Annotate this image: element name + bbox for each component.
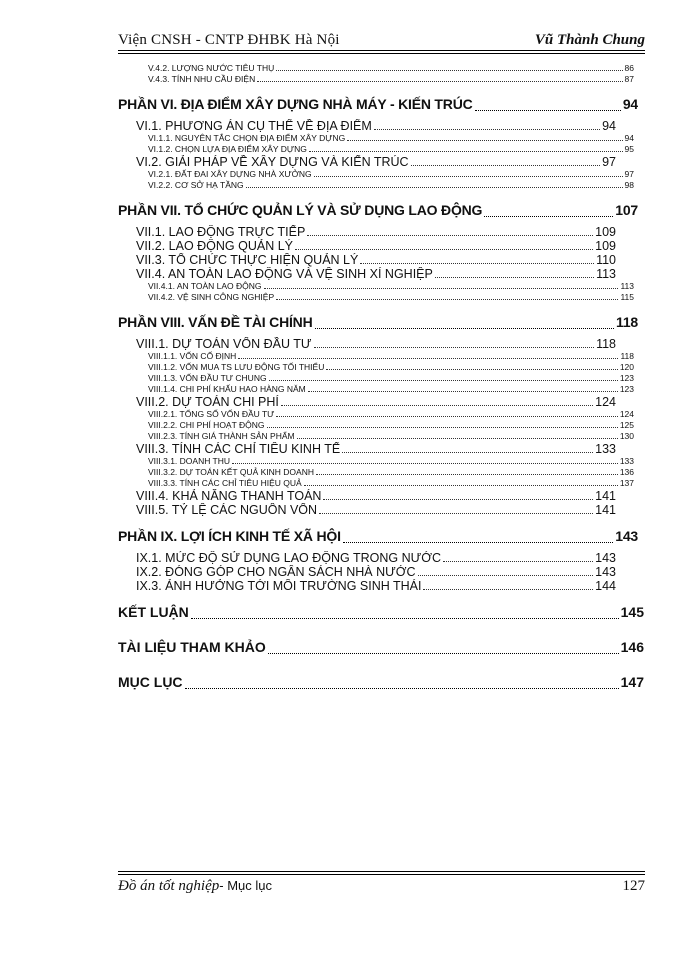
toc-entry — [118, 638, 644, 657]
toc-entry — [118, 384, 634, 395]
toc-entry — [118, 74, 634, 85]
table-of-contents — [118, 63, 644, 692]
toc-entry — [118, 225, 616, 239]
toc-leader-dots — [238, 357, 618, 359]
toc-entry-page: 97 — [602, 155, 616, 169]
toc-entry-title: VIII.3.3. TÍNH CÁC CHỈ TIÊU HIỆU QUẢ — [148, 478, 302, 488]
toc-entry-title: VIII.2.1. TỔNG SỐ VỐN ĐẦU TƯ — [148, 409, 275, 419]
toc-entry-title: VIII.2. DỰ TOÁN CHI PHÍ — [136, 395, 279, 409]
toc-entry-title: VIII.5. TỶ LỆ CÁC NGUỒN VỐN — [136, 503, 318, 517]
toc-entry — [118, 442, 616, 456]
toc-entry-page: 97 — [624, 169, 634, 179]
toc-entry-page: 130 — [619, 431, 634, 441]
toc-entry — [118, 155, 616, 169]
toc-entry-title: VI.2. GIẢI PHÁP VỀ XÂY DỰNG VÀ KIẾN TRÚC — [136, 155, 409, 169]
toc-entry — [118, 201, 638, 220]
toc-entry-page: 94 — [622, 96, 638, 112]
toc-entry-page: 95 — [624, 144, 634, 154]
toc-leader-dots — [347, 139, 622, 141]
toc-entry-page: 115 — [620, 292, 634, 302]
page-number: 127 — [622, 878, 645, 894]
toc-entry — [118, 180, 634, 191]
toc-leader-dots — [281, 404, 593, 406]
toc-entry — [118, 373, 634, 384]
toc-entry — [118, 144, 634, 155]
toc-entry — [118, 63, 634, 74]
toc-entry-page: 86 — [624, 63, 634, 73]
toc-entry — [118, 431, 634, 442]
toc-entry-page: 147 — [620, 674, 644, 690]
toc-leader-dots — [185, 687, 619, 689]
toc-leader-dots — [309, 150, 623, 152]
toc-entry — [118, 281, 634, 292]
toc-leader-dots — [443, 560, 593, 562]
toc-leader-dots — [276, 298, 618, 300]
toc-leader-dots — [418, 574, 594, 576]
page-footer — [118, 878, 645, 900]
toc-entry-page: 145 — [620, 604, 644, 620]
toc-entry-page: 136 — [619, 467, 634, 477]
toc-entry — [118, 478, 634, 489]
toc-entry — [118, 409, 634, 420]
footer-italic: Đồ án tốt nghiệp — [118, 878, 220, 894]
toc-entry-page: 109 — [595, 225, 616, 239]
toc-entry-page: 87 — [624, 74, 634, 84]
toc-entry — [118, 292, 634, 303]
toc-leader-dots — [319, 512, 593, 514]
toc-leader-dots — [276, 69, 622, 71]
toc-entry — [118, 133, 634, 144]
toc-leader-dots — [316, 473, 618, 475]
toc-leader-dots — [269, 379, 618, 381]
page-header — [118, 30, 645, 52]
toc-entry-page: 137 — [619, 478, 634, 488]
toc-entry-page: 124 — [619, 409, 634, 419]
toc-entry-page: 123 — [619, 373, 634, 383]
toc-entry-title: KẾT LUẬN — [118, 604, 189, 620]
toc-leader-dots — [314, 346, 595, 348]
toc-leader-dots — [314, 175, 623, 177]
toc-entry — [118, 603, 644, 622]
toc-leader-dots — [323, 498, 593, 500]
toc-entry-title: VI.1.1. NGUYÊN TẮC CHỌN ĐỊA ĐIỂM XÂY DỰNG — [148, 133, 346, 143]
toc-leader-dots — [343, 541, 613, 543]
toc-entry — [118, 119, 616, 133]
toc-leader-dots — [264, 287, 619, 289]
toc-entry-title: VII.4.2. VỆ SINH CÔNG NGHIỆP — [148, 292, 275, 302]
toc-entry-title: VII.4. AN TOÀN LAO ĐỘNG VÀ VỆ SINH XÍ NGHIỆP — [136, 267, 433, 281]
header-rule — [118, 50, 645, 54]
toc-leader-dots — [435, 276, 594, 278]
toc-entry-title: VI.2.1. ĐẤT ĐAI XÂY DỰNG NHÀ XƯỞNG — [148, 169, 312, 179]
footer-text: - Mục lục — [219, 878, 272, 893]
toc-entry — [118, 579, 616, 593]
toc-entry-page: 107 — [615, 202, 638, 218]
toc-leader-dots — [268, 652, 619, 654]
toc-entry-page: 94 — [602, 119, 616, 133]
toc-entry-page: 144 — [595, 579, 616, 593]
toc-leader-dots — [304, 484, 618, 486]
toc-entry-title: VII.2. LAO ĐỘNG QUẢN LÝ — [136, 239, 293, 253]
toc-entry — [118, 420, 634, 431]
toc-entry-title: VIII.1.3. VỐN ĐẦU TƯ CHUNG — [148, 373, 267, 383]
toc-leader-dots — [342, 451, 593, 453]
toc-entry-title: VIII.1. DỰ TOÁN VỐN ĐẦU TƯ — [136, 337, 312, 351]
header-author: Vũ Thành Chung — [534, 32, 645, 48]
toc-entry-page: 118 — [620, 351, 634, 361]
toc-entry — [118, 527, 638, 546]
toc-entry-title: VIII.2.3. TÍNH GIÁ THÀNH SẢN PHẨM — [148, 431, 295, 441]
toc-entry-title: VII.4.1. AN TOÀN LAO ĐỘNG — [148, 281, 262, 291]
toc-leader-dots — [295, 248, 593, 250]
toc-leader-dots — [411, 164, 601, 166]
toc-entry-page: 124 — [595, 395, 616, 409]
footer-label — [118, 878, 272, 895]
toc-entry — [118, 551, 616, 565]
toc-entry-title: VII.1. LAO ĐỘNG TRỰC TIẾP — [136, 225, 306, 239]
toc-leader-dots — [297, 437, 618, 439]
toc-entry-title: VIII.2.2. CHI PHÍ HOẠT ĐỘNG — [148, 420, 265, 430]
toc-leader-dots — [360, 262, 594, 264]
toc-entry-title: VIII.1.4. CHI PHÍ KHẤU HAO HÀNG NĂM — [148, 384, 306, 394]
toc-leader-dots — [423, 588, 593, 590]
toc-entry-title: VIII.4. KHẢ NĂNG THANH TOÁN — [136, 489, 322, 503]
toc-entry — [118, 673, 644, 692]
toc-entry-title: V.4.2. LƯỢNG NƯỚC TIÊU THỤ — [148, 63, 275, 73]
toc-entry-page: 133 — [595, 442, 616, 456]
toc-entry-title: V.4.3. TÍNH NHU CẦU ĐIỆN — [148, 74, 256, 84]
toc-entry-title: IX.3. ẢNH HƯỞNG TỚI MÔI TRƯỜNG SINH THÁI — [136, 579, 422, 593]
header-institute: Viện CNSH - CNTP ĐHBK Hà Nội — [118, 32, 340, 48]
footer-rule — [118, 871, 645, 875]
toc-leader-dots — [276, 415, 617, 417]
toc-entry-page: 143 — [615, 528, 638, 544]
toc-entry-page: 141 — [595, 489, 616, 503]
toc-entry-page: 110 — [596, 253, 616, 267]
toc-entry — [118, 351, 634, 362]
toc-entry-title: VI.1. PHƯƠNG ÁN CỤ THỂ VỀ ĐỊA ĐIỂM — [136, 119, 372, 133]
toc-entry-title: VIII.3.2. DỰ TOÁN KẾT QUẢ KINH DOANH — [148, 467, 314, 477]
toc-leader-dots — [326, 368, 617, 370]
toc-entry-title: PHẦN VI. ĐỊA ĐIỂM XÂY DỰNG NHÀ MÁY - KIẾN TRÚC — [118, 96, 473, 112]
toc-entry-title: VIII.3.1. DOANH THU — [148, 456, 231, 466]
toc-entry-page: 118 — [616, 314, 638, 330]
toc-leader-dots — [257, 80, 622, 82]
toc-entry-title: IX.2. ĐÓNG GÓP CHO NGÂN SÁCH NHÀ NƯỚC — [136, 565, 416, 579]
toc-entry-title: TÀI LIỆU THAM KHẢO — [118, 639, 266, 655]
toc-entry-title: PHẦN IX. LỢI ÍCH KINH TẾ XÃ HỘI — [118, 528, 341, 544]
toc-entry-page: 120 — [619, 362, 634, 372]
toc-entry-page: 133 — [619, 456, 634, 466]
toc-leader-dots — [315, 327, 614, 329]
toc-entry-page: 123 — [619, 384, 634, 394]
toc-entry-title: IX.1. MỨC ĐỘ SỬ DỤNG LAO ĐỘNG TRONG NƯỚC — [136, 551, 442, 565]
toc-entry — [118, 395, 616, 409]
toc-leader-dots — [307, 234, 593, 236]
toc-entry-page: 109 — [595, 239, 616, 253]
toc-entry-page: 118 — [596, 337, 616, 351]
toc-entry-title: VI.1.2. CHỌN LỰA ĐỊA ĐIỂM XÂY DỰNG — [148, 144, 307, 154]
toc-entry — [118, 313, 638, 332]
toc-leader-dots — [308, 390, 618, 392]
toc-entry-page: 113 — [620, 281, 634, 291]
toc-entry — [118, 565, 616, 579]
toc-entry — [118, 253, 616, 267]
toc-entry — [118, 456, 634, 467]
toc-entry-title: VI.2.2. CƠ SỞ HẠ TẦNG — [148, 180, 244, 190]
toc-leader-dots — [191, 617, 619, 619]
toc-entry-page: 113 — [596, 267, 616, 281]
toc-entry — [118, 489, 616, 503]
toc-entry — [118, 169, 634, 180]
toc-entry-page: 98 — [624, 180, 634, 190]
toc-leader-dots — [232, 462, 618, 464]
toc-entry-title: VIII.1.1. VỐN CỐ ĐỊNH — [148, 351, 237, 361]
toc-entry-page: 94 — [624, 133, 634, 143]
toc-entry-page: 143 — [595, 551, 616, 565]
toc-entry — [118, 239, 616, 253]
toc-leader-dots — [267, 426, 618, 428]
toc-entry-page: 146 — [620, 639, 644, 655]
toc-leader-dots — [246, 186, 623, 188]
toc-entry — [118, 467, 634, 478]
toc-entry-title: PHẦN VII. TỔ CHỨC QUẢN LÝ VÀ SỬ DỤNG LAO ĐỘNG — [118, 202, 483, 218]
toc-leader-dots — [374, 128, 600, 130]
toc-entry-page: 141 — [595, 503, 616, 517]
toc-entry — [118, 267, 616, 281]
toc-entry — [118, 95, 638, 114]
toc-entry-page: 125 — [619, 420, 634, 430]
toc-entry — [118, 337, 616, 351]
toc-entry-title: MỤC LỤC — [118, 674, 183, 690]
toc-entry-title: VIII.3. TÍNH CÁC CHỈ TIÊU KINH TẾ — [136, 442, 341, 456]
toc-entry-title: VIII.1.2. VỐN MUA TS LƯU ĐỘNG TỐI THIỂU — [148, 362, 325, 372]
toc-entry-title: PHẦN VIII. VẤN ĐỀ TÀI CHÍNH — [118, 314, 313, 330]
toc-leader-dots — [475, 109, 621, 111]
toc-entry-page: 143 — [595, 565, 616, 579]
toc-entry-title: VII.3. TỔ CHỨC THỰC HIỆN QUẢN LÝ — [136, 253, 359, 267]
toc-entry — [118, 503, 616, 517]
toc-entry — [118, 362, 634, 373]
toc-leader-dots — [484, 215, 613, 217]
